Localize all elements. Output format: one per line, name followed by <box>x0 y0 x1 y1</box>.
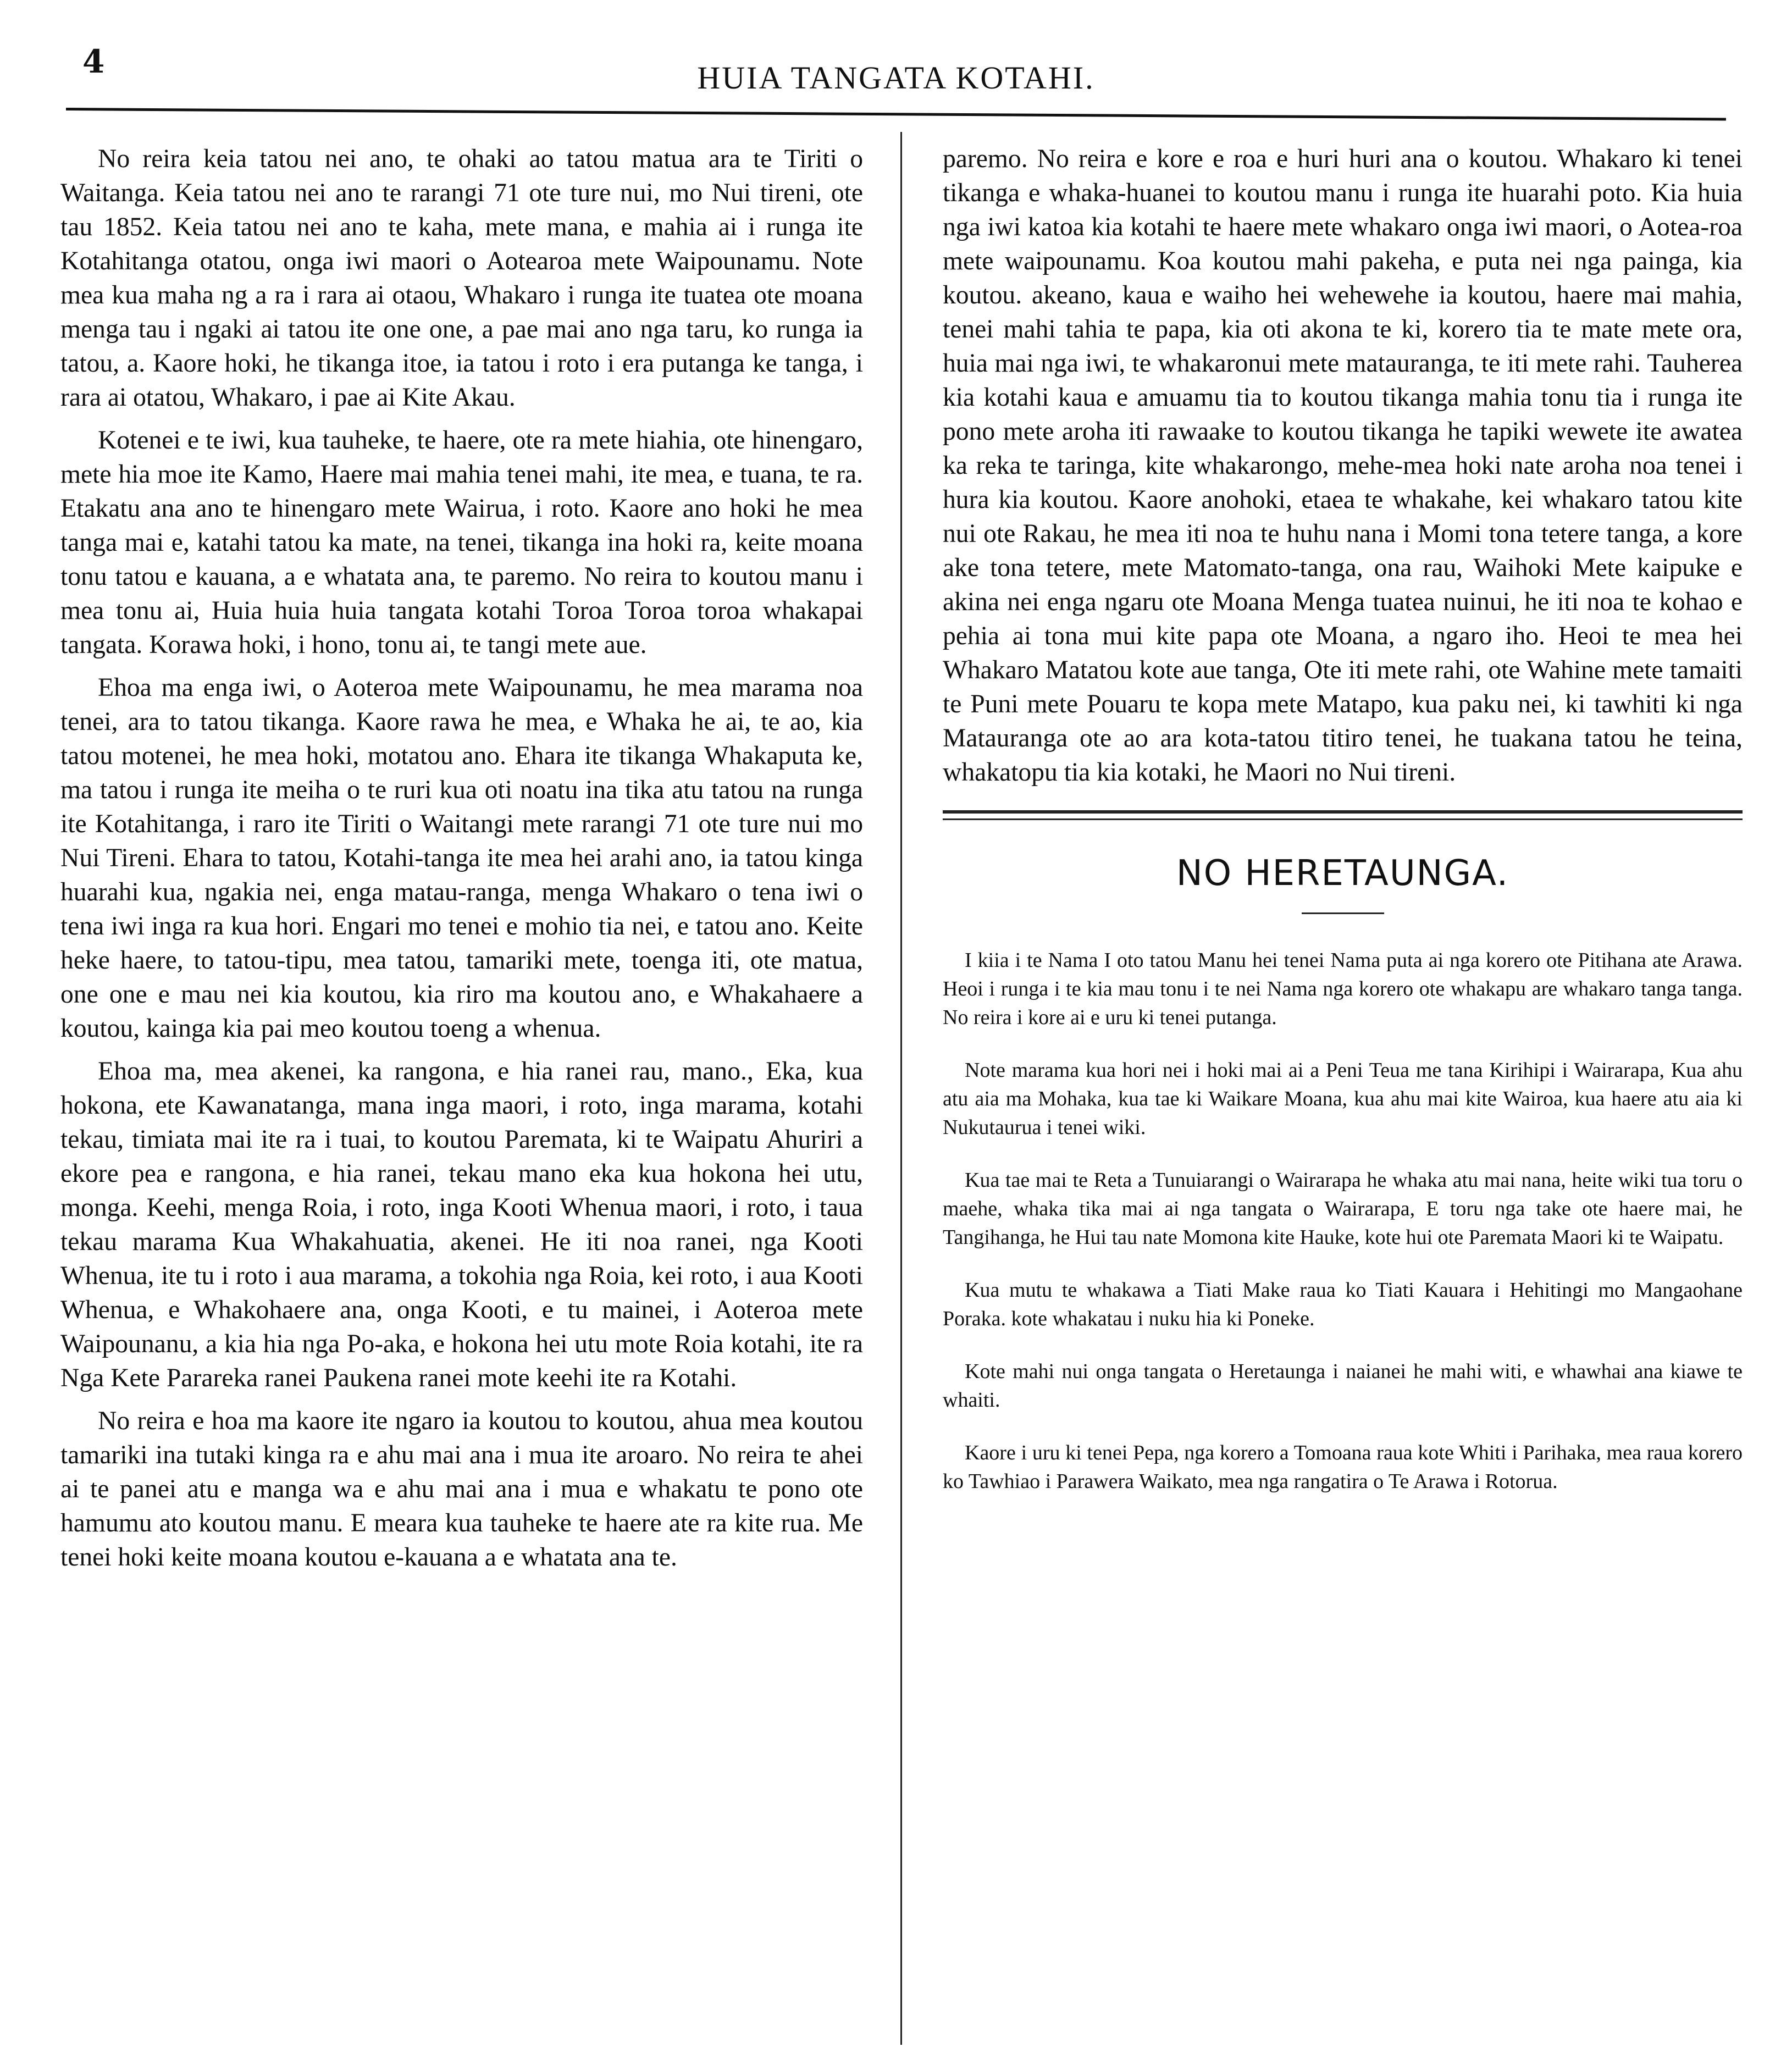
article-paragraph: No reira e hoa ma kaore ite ngaro ia koutou to koutou, ahua mea koutou tamariki ina tutaki kinga ra e ahu mai ana i mua ite aroaro. No reira te ahei ai te panei atu e manga wa e ahu mai ana i mua e whakatu te pono ote hamumu ato koutou manu. E meara kua tauheke te haere ate ra kite rua. Me tenei hoki keite moana koutou e-kauana a e whatata ana te. <box>60 1407 863 1572</box>
news-item: Note marama kua hori nei i hoki mai ai a Peni Teua me tana Kirihipi i Wairarapa, Kua ahu atu aia ma Mohaka, kua tae ki Waikare Moana, kua ahu mai kite Wairoa, kua haere atu aia ki Nukutaurua i tenei wiki. <box>943 1059 1743 1139</box>
section-divider <box>943 810 1743 820</box>
news-item: Kua mutu te whakawa a Tiati Make raua ko Tiati Kauara i Hehitingi mo Mangaohane Poraka. kote whakatau i nuku hia ki Poneke. <box>943 1279 1743 1330</box>
news-items <box>943 946 1743 1496</box>
article-paragraph: No reira keia tatou nei ano, te ohaki ao tatou matua ara te Tiriti o Waitanga. Keia tatou nei ano te rarangi 71 ote ture nui, mo Nui tireni, ote tau 1852. Keia tatou nei ano te kaha, mete mana, e mahia ai i runga ite Kotahitanga otatou, onga iwi maori o Aotearoa mete Waipounamu. Note mea kua maha ng a ra i rara ai otaou, Whakaro i runga ite tuatea ote moana menga tau i ngaki ai tatou ite one one, a pae mai ano nga taru, ko runga ia tatou, a. Kaore hoki, he tikanga itoe, ia tatou i roto i era putanga ke tanga, i rara ai otatou, Whakaro, i pae ai Kite Akau. <box>60 145 863 412</box>
news-item: I kiia i te Nama I oto tatou Manu hei tenei Nama puta ai nga korero ote Pitihana ate Arawa. Heoi i runga i te kia mau tonu i te nei Nama nga korero ote whakapu are whakaro tanga tanga. No reira i kore ai e uru ki tenei putanga. <box>943 949 1743 1029</box>
column-divider <box>900 132 902 2045</box>
news-item: Kaore i uru ki tenei Pepa, nga korero a Tomoana raua kote Whiti i Parihaka, mea raua korero ko Tawhiao i Parawera Waikato, mea nga rangatira o Te Arawa i Rotorua. <box>943 1441 1743 1493</box>
header-rule <box>66 108 1726 120</box>
article-continuation: paremo. No reira e kore e roa e huri huri ana o koutou. Whakaro ki tenei tikanga e whaka-huanei to koutou manu i runga ite huarahi poto. Kia huia nga iwi katoa kia kotahi te haere mete whakaro onga iwi maori, o Aotea-roa mete waipounamu. Koa koutou mahi pakeha, e puta nei nga painga, kia koutou. akeano, kaua e waiho hei wehewehe ia koutou, haere mai mahia, tenei mahi tahia te papa, kia oti akona te ki, korero tia te mate mete ora, huia mai nga iwi, te whakaronui mete matauranga, te iti mete rahi. Tauherea kia kotahi kaua e amuamu tia to koutou tikanga mahia tonu tia i runga ite pono mete aroha iti rawaake to koutou tikanga he tapiki wewete ite awatea ka reka te taringa, kite whakarongo, mehe-mea hoki nate aroha noa tenei i hura kia koutou. Kaore anohoki, etaea te whakahe, kei whakaro tatou kite nui ote Rakau, he mea iti noa te huhu nana i Momi tona tetere tanga, a kore ake tona tetere, mete Matomato-tanga, ona rau, Waihoki Mete kaipuke e akina nei enga ngaru ote Moana Menga tuatea nuinui, he iti noa te kohao e pehia ai tona mui kite papa ote Moana, a ngaro iho. Heoi te mea hei Whakaro Matatou kote aue tanga, Ote iti mete rahi, ote Wahine mete tamaiti te Puni mete Pouaru te kopa mete Matapo, kua paku nei, ki tawhiti ki nga Matauranga ote ao ara kota-tatou titiro tenei, he tuakana tatou he teina, whakatopu tia kia kotaki, he Maori no Nui tireni. <box>943 145 1743 787</box>
divider-line <box>943 810 1743 814</box>
article-paragraph: Kotenei e te iwi, kua tauheke, te haere, ote ra mete hiahia, ote hinengaro, mete hia moe ite Kamo, Haere mai mahia tenei mahi, ite mea, e tuana, te ra. Etakatu ana ano te hinengaro mete Wairua, i roto. Kaore ano hoki he mea tanga mai e, katahi tatou ka mate, na tenei, tikanga ina hoki ra, keite moana tonu tatou e kauana, a e whatata ana, te paremo. No reira to koutou manu i mea tonu ai, Huia huia huia tangata kotahi Toroa Toroa toroa whakapai tangata. Korawa hoki, i hono, tonu ai, te tangi mete aue. <box>60 426 863 659</box>
news-item: Kua tae mai te Reta a Tunuiarangi o Wairarapa he whaka atu mai nana, heite wiki tua toru o maehe, whaka tika mai ai nga tangata o Wairarapa, E toru nga take ote haere mai, he Tangihanga, he Hui tau nate Momona kite Hauke, kote hui ote Paremata Maori ki te Waipatu. <box>943 1169 1743 1249</box>
page-number: 4 <box>82 43 105 80</box>
article-paragraph: Ehoa ma, mea akenei, ka rangona, e hia ranei rau, mano., Eka, kua hokona, ete Kawanatanga, mana inga maori, i roto, inga marama, kotahi tekau, timiata mai ite ra i tuai, to koutou Paremata, ki te Waipatu Ahuriri a ekore pea e rangona, e hia ranei, tekau mano eka kua hokona hei utu, monga. Keehi, menga Roia, i roto, inga Kooti Whenua maori, i roto, i taua tekau marama Kua Whakahuatia, akenei. He iti noa ranei, nga Kooti Whenua, ite tu i roto i aua marama, a tokohia nga Roia, kei roto, i aua Kooti Whenua, e Whakohaere ana, onga Kooti, e tu mainei, i Aoteroa mete Waipounanu, a kia hia nga Po-aka, e hokona hei utu mote Roia kotahi, ite ra Nga Kete Parareka ranei Paukena ranei mote keehi ite ra Kotahi. <box>60 1057 863 1392</box>
right-column <box>943 142 1743 1520</box>
divider-line <box>943 818 1743 820</box>
article-paragraph: Ehoa ma enga iwi, o Aoteroa mete Waipounamu, he mea marama noa tenei, ara to tatou tikanga. Kaore rawa he mea, e Whaka he ai, te ao, kia tatou motenei, he mea hoki, motatou ano. Ehara ite tikanga Whakaputa ke, ma tatou i runga ite meiha o te ruri kua oti noatu ina tika atu tatou na runga ite Kotahitanga, i raro ite Tiriti o Waitangi mete rarangi 71 ote ture nui mo Nui Tireni. Ehara to tatou, Kotahi-tanga ite mea hei arahi ano, ia tatou kinga huarahi kua, ngakia nei, enga matau-ranga, menga Whakaro o tena iwi o tena iwi inga ra kua hori. Engari mo tenei e mohio tia nei, e tatou ano. Keite heke haere, to tatou-tipu, mea tatou, tamariki mete, toenga iti, ote matua, one one e mau nei kia koutou, kia riro ma koutou ano, e Whakahaere a koutou, kainga kia pai meo koutou toeng a whenua. <box>60 673 863 1043</box>
heading-rule <box>1302 912 1384 914</box>
newspaper-title: HUIA TANGATA KOTAHI. <box>697 60 1095 96</box>
news-item: Kote mahi nui onga tangata o Heretaunga i naianei he mahi witi, e whawhai ana kiawe te whaiti. <box>943 1360 1743 1412</box>
section-heading: NO HERETAUNGA. <box>1176 853 1509 894</box>
left-column <box>60 142 863 1583</box>
